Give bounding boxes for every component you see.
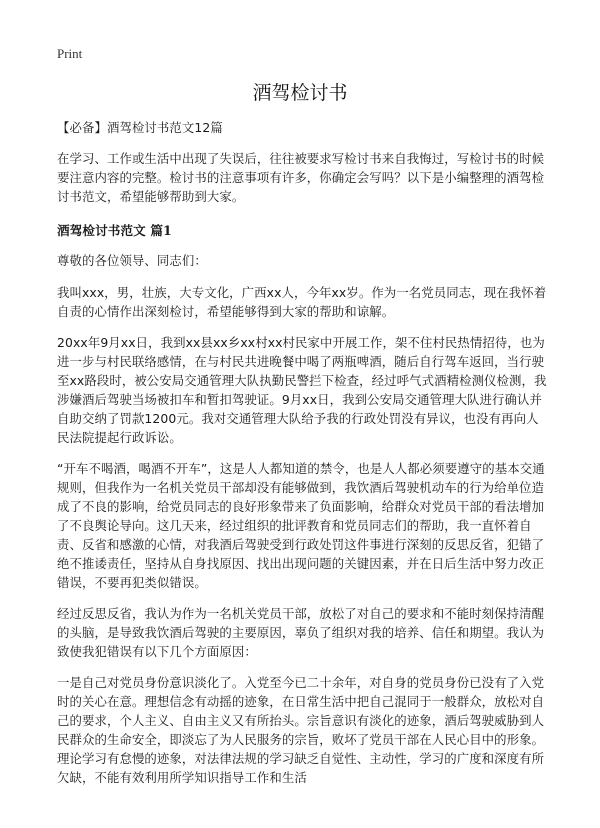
article-body xyxy=(57,118,549,799)
section-heading: 酒驾检讨书范文 篇1 xyxy=(57,223,172,238)
intro-paragraph: 在学习、工作或生活中出现了失误后，往往被要求写检讨书来自我悔过，写检讨书的时候要注意内容的完整。检讨书的注意事项有许多，你确定会写吗？以下是小编整理的酒驾检讨书范文，希望能够帮助到大家。 xyxy=(57,151,545,204)
article-tagline: 【必备】酒驾检讨书范文12篇 xyxy=(57,120,223,135)
greeting: 尊敬的各位领导、同志们： xyxy=(57,253,207,268)
body-paragraph: 一是自己对党员身份意识淡化了。入党至今已二十余年，对自身的党员身份已没有了入党时的关心在意。理想信念有动摇的迹象，在日常生活中把自己混同于一般群众，放松对自己的要求，个人主义、自由主义又有所抬头。宗旨意识有淡化的迹象，酒后驾驶威胁到人民群众的生命安全，即淡忘了为人民服务的宗旨，败坏了党员干部在人民心目中的形象。理论学习有怠慢的迹象，对法律法规的学习缺乏自觉性、主动性，学习的广度和深度有所欠缺，不能有效利用所学知识指导工作和生活 xyxy=(57,675,545,785)
body-paragraph: 经过反思反省，我认为作为一名机关党员干部，放松了对自己的要求和不能时刻保持清醒的头脑，是导致我饮酒后驾驶的主要原因，辜负了组织对我的培养、信任和期望。我认为致使我犯错误有以下几个方面原因： xyxy=(57,606,545,659)
body-paragraph: 我叫xxx，男，壮族，大专文化，广西xx人，今年xx岁。作为一名党员同志，现在我怀着自责的心情作出深刻检讨，希望能够得到大家的帮助和谅解。 xyxy=(57,285,547,319)
body-paragraph: “开车不喝酒，喝酒不开车”，这是人人都知道的禁令，也是人人都必须要遵守的基本交通规则，但我作为一名机关党员干部却没有能够做到，我饮酒后驾驶机动车的行为给单位造成了不良的影响，给党员同志的良好形象带来了负面影响，给群众对党员干部的看法增加了不良舆论导向。这几天来，经过组织的批评教育和党员同志们的帮助，我一直怀着自责、反省和感激的心情，对我酒后驾驶受到行政处罚这件事进行深刻的反思反省，犯错了绝不推诿责任，坚持从自身找原因、找出出现问题的关键因素，并在日后生活中努力改正错误，不要再犯类似错误。 xyxy=(57,461,545,590)
print-link[interactable]: Print xyxy=(57,46,83,61)
body-paragraph: 20xx年9月xx日，我到xx县xx乡xx村xx村民家中开展工作，架不住村民热情招待，也为进一步与村民联络感情，在与村民共进晚餐中喝了两瓶啤酒，随后自行驾车返回，当行驶至xx路段时，被公安局交通管理大队执勤民警拦下检查，经过呼气式酒精检测仪检测，我涉嫌酒后驾驶当场被扣车和暂扣驾驶证。9月xx日，我到公安局交通管理大队进行确认并自助交纳了罚款1200元。我对交通管理大队给予我的行政处罚没有异议，也没有再向人民法院提起行政诉讼。 xyxy=(57,335,547,445)
page-title: 酒驾检讨书 xyxy=(252,82,348,104)
